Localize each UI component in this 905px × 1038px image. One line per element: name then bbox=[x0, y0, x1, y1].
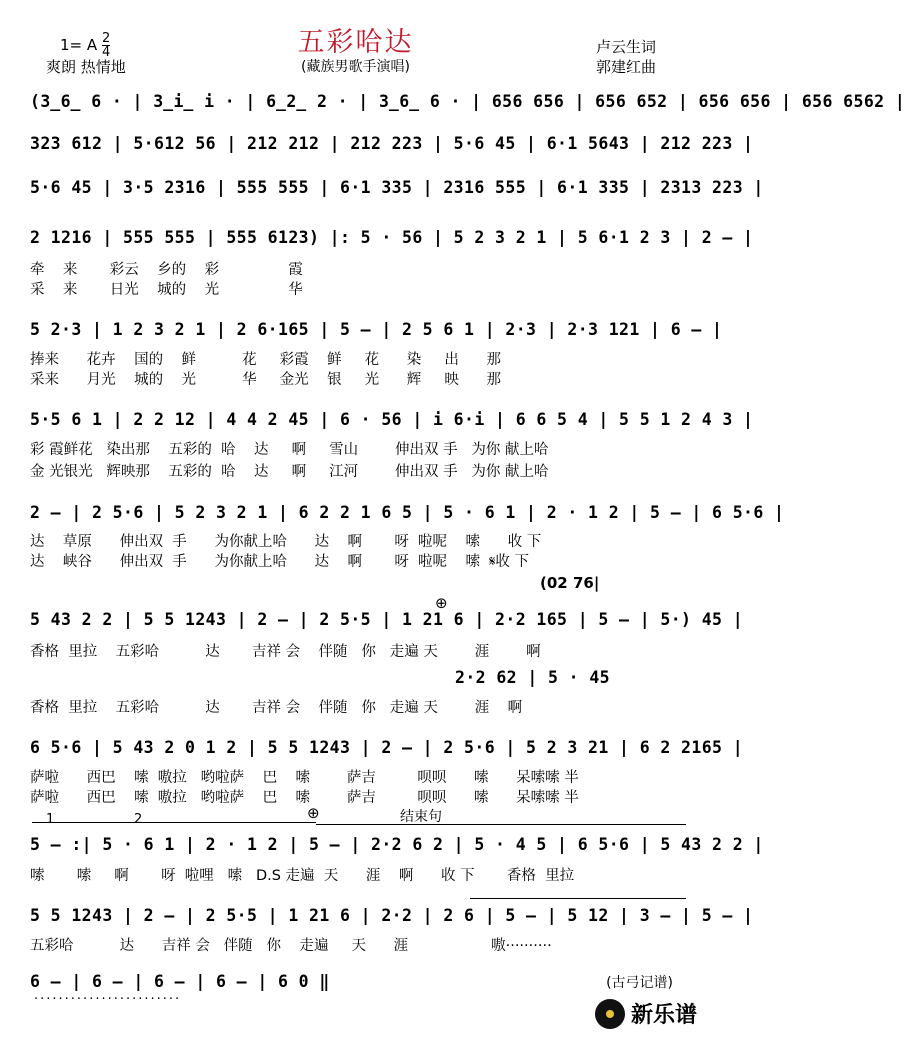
lyric-line: 嗦 嗦 啊 呀 啦哩 嗦 D.S 走遍 天 涯 啊 收 下 香格 里拉 bbox=[30, 868, 575, 884]
notation-row-3: 5·6 45 | 3·5 2316 | 555 555 | 6·1 335 | 2316 555 | 6·1 335 | 2313 223 | bbox=[30, 178, 764, 197]
song-title: 五彩哈达 bbox=[297, 27, 414, 58]
time-bottom: 4 bbox=[101, 45, 111, 60]
notation-row-7: 2 – | 2 5·6 | 5 2 3 2 1 | 6 2 2 1 6 5 | 5 · 6 1 | 2 · 1 2 | 5 – | 6 5·6 | bbox=[30, 503, 785, 522]
lyric-line: 萨啦 西巴 嗦 嗷拉 哟啦萨 巴 嗦 萨吉 呗呗 嗦 呆嗦嗦 半 bbox=[30, 790, 579, 806]
key-label: 1= A bbox=[60, 36, 98, 54]
lyric-line: 采 来 日光 城的 光 华 bbox=[30, 282, 303, 298]
intro-repeat-marker: (02 76| bbox=[540, 574, 600, 592]
lyric-line: 捧来 花卉 国的 鲜 花 彩霞 鲜 花 染 出 那 bbox=[30, 352, 502, 368]
notation-row-alt-ending: 2·2 62 | 5 · 45 bbox=[455, 668, 611, 687]
notation-row-1: (3̲6̲ 6 · | 3̲i̲ i · | 6̲2̲ 2 · | 3̲6̲ 6 · | 656 656 | 656 652 | 656 656 | 656 6562 | bbox=[30, 92, 905, 111]
lyric-line: 香格 里拉 五彩哈 达 吉祥 会 伴随 你 走遍 天 涯 啊 bbox=[30, 644, 541, 660]
coda-symbol: ⊕ bbox=[307, 804, 320, 822]
notation-row-10: 5 – :| 5 · 6 1 | 2 · 1 2 | 5 – | 2·2 6 2 | 5 · 4 5 | 6 5·6 | 5 43 2 2 | bbox=[30, 835, 764, 854]
lyric-line: 萨啦 西巴 嗦 嗷拉 哟啦萨 巴 嗦 萨吉 呗呗 嗦 呆嗦嗦 半 bbox=[30, 770, 579, 786]
mood-marking: 爽朗 热情地 bbox=[46, 58, 126, 76]
volta-1-bracket bbox=[32, 822, 80, 823]
ending-label: 结束句 bbox=[400, 809, 442, 825]
volta-1-label: 1 bbox=[46, 812, 55, 827]
lyric-line: 采来 月光 城的 光 华 金光 银 光 辉 映 那 bbox=[30, 372, 502, 388]
tie-line bbox=[470, 898, 686, 899]
transcriber-credit: (古弓记谱) bbox=[606, 975, 673, 991]
lyric-line: 达 峡谷 伸出双 手 为你献上哈 达 啊 呀 啦呢 嗦 𝄋收 下 bbox=[30, 554, 530, 570]
hold-dots: ························ bbox=[34, 992, 182, 1007]
lyric-line: 香格 里拉 五彩哈 达 吉祥 会 伴随 你 走遍 天 涯 啊 bbox=[30, 700, 523, 716]
time-top: 2 bbox=[101, 31, 111, 46]
lyric-line: 五彩哈 达 吉祥 会 伴随 你 走遍 天 涯 嗷·········· bbox=[30, 938, 552, 954]
lyric-line: 彩 霞鲜花 染出那 五彩的 哈 达 啊 雪山 伸出双 手 为你 献上哈 bbox=[30, 442, 549, 458]
lyric-line: 金 光银光 辉映那 五彩的 哈 达 啊 江河 伸出双 手 为你 献上哈 bbox=[30, 464, 549, 480]
lyric-line: 牵 来 彩云 乡的 彩 霞 bbox=[30, 262, 303, 278]
notation-row-9: 6 5·6 | 5 43 2 0 1 2 | 5 5 1243 | 2 – | 2 5·6 | 5 2 3 21 | 6 2 2165 | bbox=[30, 738, 744, 757]
notation-row-5: 5 2·3 | 1 2 3 2 1 | 2 6·165 | 5 – | 2 5 6 1 | 2·3 | 2·3 121 | 6 – | bbox=[30, 320, 723, 339]
volta-2-label: 2 bbox=[134, 812, 143, 827]
notation-row-8: 5 43 2 2 | 5 5 1243 | 2 – | 2 5·5 | 1 21 6 | 2·2 165 | 5 – | 5·) 45 | bbox=[30, 610, 744, 629]
brand-name: 新乐谱 bbox=[630, 1003, 697, 1028]
notation-row-12: 6 – | 6 – | 6 – | 6 – | 6 0 ‖ bbox=[30, 972, 330, 991]
lyric-line: 达 草原 伸出双 手 为你献上哈 达 啊 呀 啦呢 嗦 收 下 bbox=[30, 534, 542, 550]
notation-row-6: 5·5 6 1 | 2 2 12 | 4 4 2 45 | 6 · 56 | i 6·i | 6 6 5 4 | 5 5 1 2 4 3 | bbox=[30, 410, 754, 429]
brand-logo bbox=[595, 998, 697, 1029]
disc-icon bbox=[595, 999, 625, 1029]
notation-row-4: 2 1216 | 555 555 | 555 6123) |: 5 · 56 | 5 2 3 2 1 | 5 6·1 2 3 | 2 – | bbox=[30, 228, 754, 247]
ending-bracket bbox=[316, 824, 686, 825]
notation-row-11: 5 5 1243 | 2 – | 2 5·5 | 1 21 6 | 2·2 | 2 6 | 5 – | 5 12 | 3 – | 5 – | bbox=[30, 906, 754, 925]
coda-symbol: ⊕ bbox=[435, 594, 448, 612]
notation-row-2: 323 612 | 5·612 56 | 212 212 | 212 223 | 5·6 45 | 6·1 5643 | 212 223 | bbox=[30, 134, 754, 153]
composer: 郭建红曲 bbox=[596, 58, 657, 76]
volta-2-bracket bbox=[80, 822, 316, 823]
lyricist: 卢云生词 bbox=[596, 38, 657, 56]
song-subtitle: (藏族男歌手演唱) bbox=[301, 59, 410, 75]
